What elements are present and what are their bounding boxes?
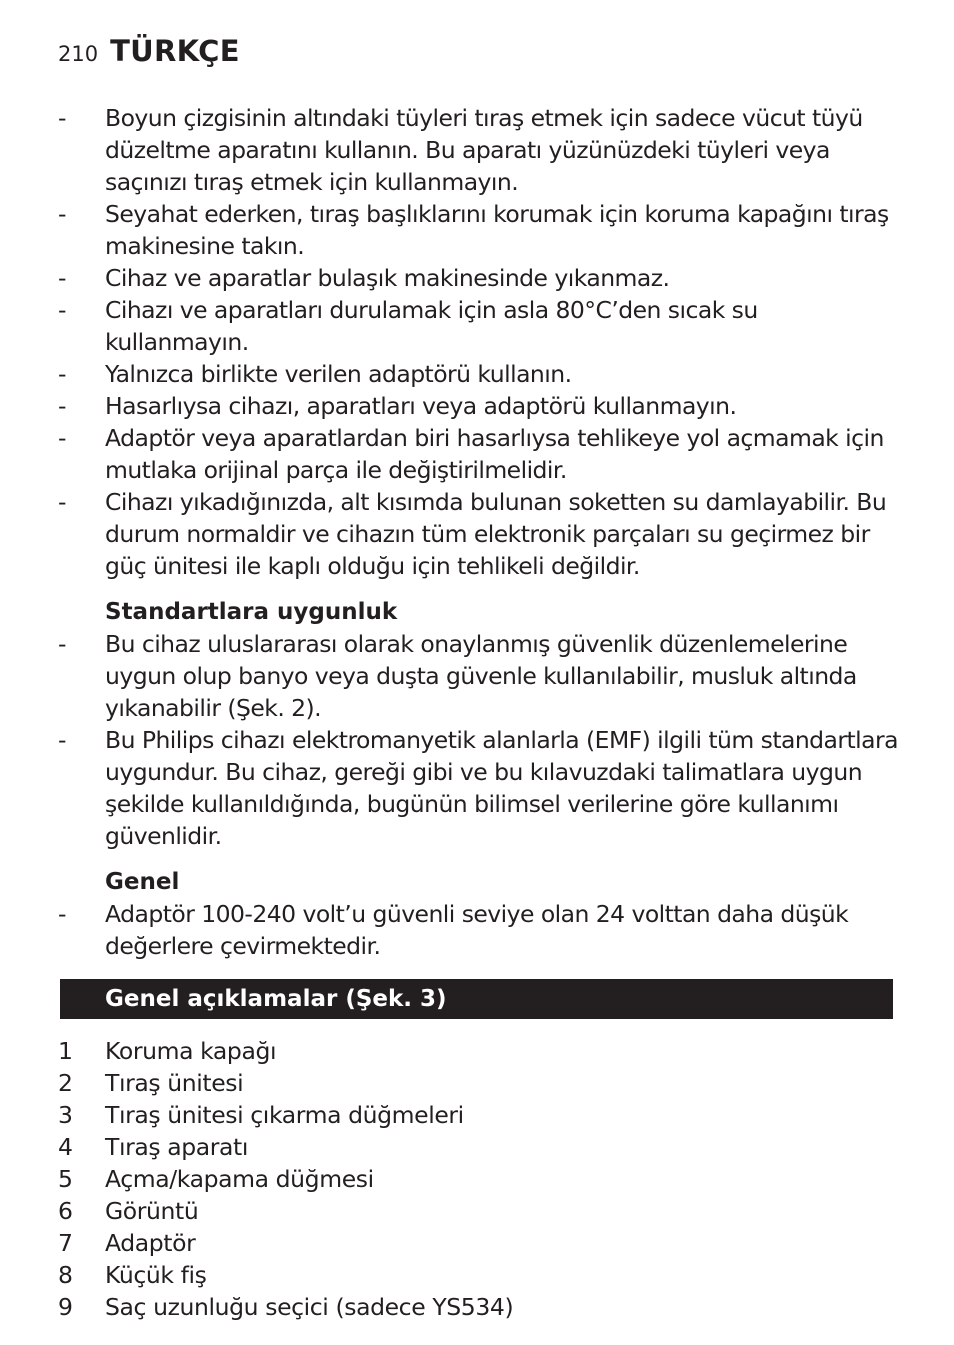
item-label: Tıraş aparatı (105, 1133, 248, 1161)
bullet-dash: - (58, 424, 66, 452)
standards-bullet-list (58, 628, 898, 852)
bullet-text: Seyahat ederken, tıraş başlıklarını korumak için koruma kapağını tıraş makinesine takın. (105, 200, 889, 260)
bullet-dash: - (58, 104, 66, 132)
item-number: 5 (58, 1165, 73, 1193)
list-item (58, 294, 898, 358)
bullet-dash: - (58, 360, 66, 388)
item-label: Adaptör (105, 1229, 196, 1257)
bullet-dash: - (58, 392, 66, 420)
overview-parts-list (58, 1035, 898, 1323)
page-language-title: TÜRKÇE (110, 34, 240, 68)
list-item (58, 1067, 898, 1099)
intro-bullet-list (58, 102, 898, 582)
bullet-dash: - (58, 296, 66, 324)
list-item (58, 1291, 898, 1323)
bullet-text: Hasarlıysa cihazı, aparatları veya adaptörü kullanmayın. (105, 392, 737, 420)
bullet-text: Yalnızca birlikte verilen adaptörü kullanın. (105, 360, 572, 388)
list-item (58, 1099, 898, 1131)
list-item (58, 198, 898, 262)
item-label: Koruma kapağı (105, 1037, 277, 1065)
item-label: Açma/kapama düğmesi (105, 1165, 374, 1193)
item-number: 7 (58, 1229, 73, 1257)
item-label: Küçük fiş (105, 1261, 207, 1289)
item-number: 4 (58, 1133, 73, 1161)
bullet-text: Cihazı ve aparatları durulamak için asla 80°C’den sıcak su kullanmayın. (105, 296, 758, 356)
page-header (58, 34, 240, 74)
bullet-text: Bu Philips cihazı elektromanyetik alanlarla (EMF) ilgili tüm standartlara uygundur. Bu cihaz, gereği gibi ve bu kılavuzdaki talimatlara uygun şekilde kullanıldığında, bugünün bilimsel verilerine göre kullanımı güvenlidir. (105, 726, 898, 850)
bullet-text: Bu cihaz uluslararası olarak onaylanmış güvenlik düzenlemelerine uygun olup banyo veya duşta güvenle kullanılabilir, musluk altında yıkanabilir (Şek. 2). (105, 630, 857, 722)
bullet-dash: - (58, 264, 66, 292)
list-item (58, 390, 898, 422)
item-number: 1 (58, 1037, 73, 1065)
item-number: 9 (58, 1293, 73, 1321)
general-bullet-list (58, 898, 898, 962)
standards-heading: Standartlara uygunluk (105, 599, 398, 625)
page-content (58, 102, 898, 1323)
list-item (58, 422, 898, 486)
bullet-dash: - (58, 630, 66, 658)
list-item (58, 1259, 898, 1291)
list-item (58, 262, 898, 294)
list-item (58, 724, 898, 852)
bullet-text: Adaptör 100-240 volt’u güvenli seviye olan 24 volttan daha düşük değerlere çevirmektedir. (105, 900, 849, 960)
bullet-dash: - (58, 488, 66, 516)
list-item (58, 102, 898, 198)
overview-section-banner: Genel açıklamalar (Şek. 3) (60, 979, 893, 1019)
item-label: Görüntü (105, 1197, 199, 1225)
list-item (58, 1131, 898, 1163)
list-item (58, 628, 898, 724)
item-number: 6 (58, 1197, 73, 1225)
list-item (58, 1227, 898, 1259)
general-heading: Genel (105, 869, 180, 895)
item-number: 8 (58, 1261, 73, 1289)
bullet-text: Adaptör veya aparatlardan biri hasarlıysa tehlikeye yol açmamak için mutlaka orijinal parça ile değiştirilmelidir. (105, 424, 884, 484)
item-number: 3 (58, 1101, 73, 1129)
list-item (58, 486, 898, 582)
item-number: 2 (58, 1069, 73, 1097)
page-number: 210 (58, 42, 99, 66)
list-item (58, 358, 898, 390)
bullet-dash: - (58, 200, 66, 228)
list-item (58, 1163, 898, 1195)
bullet-text: Cihaz ve aparatlar bulaşık makinesinde yıkanmaz. (105, 264, 670, 292)
bullet-dash: - (58, 726, 66, 754)
item-label: Tıraş ünitesi çıkarma düğmeleri (105, 1101, 464, 1129)
item-label: Tıraş ünitesi (105, 1069, 244, 1097)
bullet-text: Cihazı yıkadığınızda, alt kısımda bulunan soketten su damlayabilir. Bu durum normaldir ve cihazın tüm elektronik parçaları su geçirmez bir güç ünitesi ile kaplı olduğu için tehlikeli değildir. (105, 488, 887, 580)
bullet-dash: - (58, 900, 66, 928)
bullet-text: Boyun çizgisinin altındaki tüyleri tıraş etmek için sadece vücut tüyü düzeltme aparatını kullanın. Bu aparatı yüzünüzdeki tüyleri veya saçınızı tıraş etmek için kullanmayın. (105, 104, 863, 196)
list-item (58, 1035, 898, 1067)
list-item (58, 898, 898, 962)
list-item (58, 1195, 898, 1227)
item-label: Saç uzunluğu seçici (sadece YS534) (105, 1293, 514, 1321)
